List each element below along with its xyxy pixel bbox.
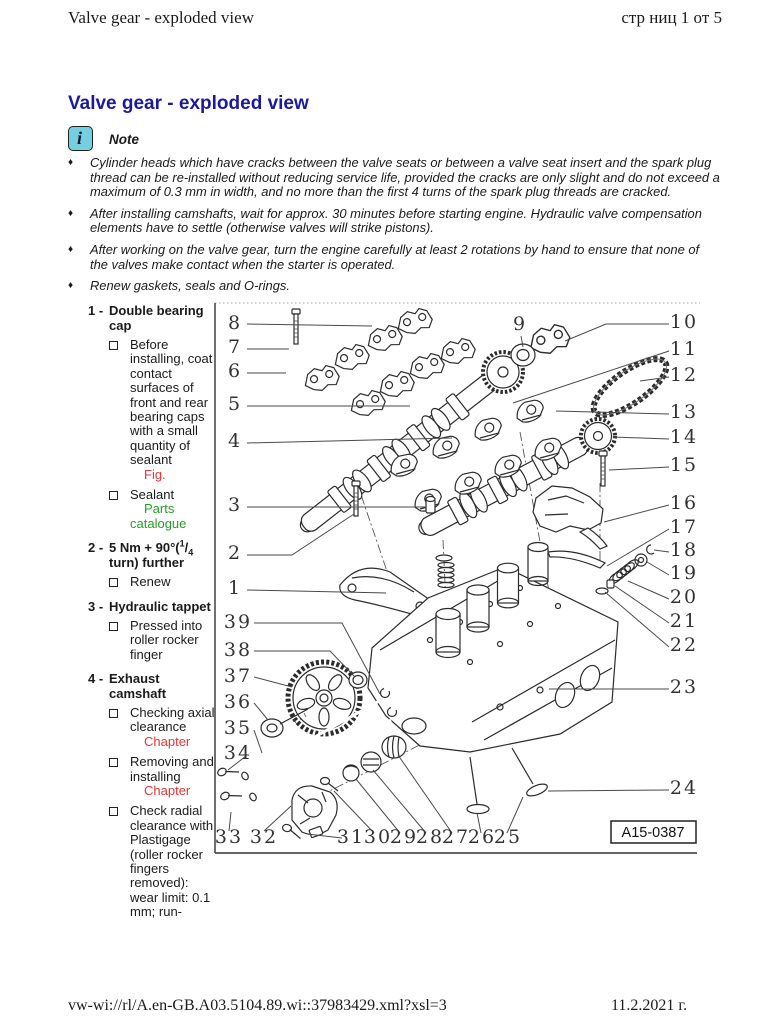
document-source-path: vw-wi://rl/A.en-GB.A03.5104.89.wi::37983429.xml?xsl=3: [68, 997, 447, 1014]
callout-number: 17: [669, 516, 699, 538]
parts-list: [88, 303, 220, 929]
camshaft-seal: [511, 344, 535, 366]
leader-line: [254, 677, 292, 687]
leader-line: [628, 581, 669, 599]
callout-number: 35: [223, 717, 253, 739]
callout-number: 5: [227, 393, 243, 415]
callout-number: 3: [227, 494, 243, 516]
bullet-diamond-icon: ♦: [68, 157, 74, 168]
part-sub-item: [88, 706, 220, 749]
shaft-bolt: [216, 762, 239, 781]
callout-number: 2: [227, 542, 243, 564]
bullet-diamond-icon: ♦: [68, 207, 74, 219]
leader-line: [654, 550, 669, 552]
hydraulic-tappet: [426, 497, 435, 514]
note-bullet-text: Cylinder heads which have cracks between the valve seats or between a valve seat insert and the spark plug thread can be re-installed without reducing service life, provided the cracks are only slight and do not exceed a maximum of 0.3 mm in width, and no more than the first 4 turns of the spark plug threads are cracked.: [90, 155, 720, 200]
part-sub-text: Before installing, coat contact surfaces of front and rear bearing caps with a small quantity of sealant: [130, 337, 213, 468]
leader-line: [604, 505, 669, 522]
note-bullet-text: After working on the valve gear, turn the engine carefully at least 2 rotations by hand to ensure that none of the valves make contact when the starter is operated.: [90, 241, 700, 272]
part-sub-text: Check radial clearance with Plastigage (roller rocker fingers removed): wear limit: 0.1 mm; run-: [130, 803, 214, 920]
part-number: 3 -: [88, 598, 104, 614]
shaft-small-parts: [321, 736, 407, 791]
part-sub-item: [88, 488, 220, 531]
page-counter: стр ниц 1 от 5: [621, 8, 722, 27]
callout-number: 32: [249, 826, 279, 848]
note-bullet-text: After installing camshafts, wait for approx. 30 minutes before starting engine. Hydraulic valve compensation elements have to settle (otherwise valves will strike pistons).: [90, 205, 702, 236]
callout-number: 15: [669, 454, 699, 476]
figure-frame: [215, 303, 700, 853]
callout-number: 4: [227, 430, 243, 452]
figure-code: A15-0387: [621, 825, 685, 841]
chapter-link[interactable]: Chapter: [144, 733, 191, 749]
tensioner-bolt: [599, 451, 607, 486]
tensioner-rail: [548, 551, 605, 568]
part-number: 2 -: [88, 540, 104, 556]
leader-line: [548, 790, 669, 791]
callout-number: 10: [669, 311, 699, 333]
part-title: 3 - Hydraulic tappet: [88, 598, 211, 614]
part-title: 1 - Double bearing cap: [88, 303, 204, 333]
callout-number: 20: [669, 586, 699, 608]
part-title: 2 - 5 $Nm + 90^\circ(^1/_4$ turn) further: [88, 538, 194, 571]
callout-number: 23: [669, 676, 699, 698]
part-sub-text: Renew: [130, 574, 171, 590]
note-bullet: [68, 279, 720, 294]
parts-catalogue-link[interactable]: Parts catalogue: [130, 501, 187, 531]
square-bullet-icon: [109, 578, 118, 587]
part-number: 1 -: [88, 303, 104, 318]
figure-code-box: [611, 821, 696, 843]
callout-number: 16: [669, 492, 699, 514]
callout-number: 38: [223, 639, 253, 661]
callout-number: 6: [227, 360, 243, 382]
callout-number: 29: [389, 826, 419, 848]
leader-line: [398, 755, 452, 833]
callout-number: 37: [223, 665, 253, 687]
square-bullet-icon: [109, 709, 118, 718]
callout-number: 33: [214, 826, 244, 848]
leader-line: [373, 770, 426, 833]
cap-bolt: [292, 309, 300, 344]
info-icon: [68, 126, 93, 151]
part-sub-text: Removing and installing: [130, 754, 214, 784]
exploded-view-svg: [210, 298, 710, 858]
leader-line: [565, 324, 669, 341]
leader-line: [254, 730, 262, 753]
shaft-bolt: [219, 786, 242, 805]
part-number: 4 -: [88, 670, 104, 686]
callout-number: 1: [227, 577, 243, 599]
camshaft-exhaust-sprocket: [581, 419, 615, 453]
part-sub-item: [88, 804, 220, 919]
callout-number: 11: [669, 338, 699, 360]
leader-line: [647, 562, 669, 575]
cylinder-head: [368, 543, 618, 753]
callout-number: 26: [467, 826, 497, 848]
callout-number: 8: [227, 312, 243, 334]
leader-line: [613, 437, 669, 439]
callout-number: 18: [669, 539, 699, 561]
leader-line: [254, 703, 268, 720]
note-bullet: [68, 243, 720, 272]
callout-number: 30: [363, 826, 393, 848]
part-sub-text: Sealant: [130, 487, 175, 503]
callout-number: 12: [669, 364, 699, 386]
leader-line: [356, 779, 400, 833]
callout-number: 22: [669, 634, 699, 656]
page-title: Valve gear - exploded view: [68, 93, 309, 114]
part-item: [88, 303, 220, 531]
leader-line: [247, 324, 372, 326]
callout-number: 31: [336, 826, 366, 848]
chain-tensioner: [533, 486, 607, 549]
part-sub-item: [88, 575, 220, 589]
part-sub-item: [88, 338, 220, 482]
part-sub-item: [88, 755, 220, 798]
callout-number: 36: [223, 691, 253, 713]
note-bullet-list: [68, 156, 720, 301]
leader-line: [247, 514, 354, 555]
callout-layer: [215, 311, 698, 848]
chapter-link[interactable]: Chapter: [144, 782, 191, 798]
svg-text:i: i: [77, 128, 83, 148]
note-bullet-text: Renew gaskets, seals and O-rings.: [90, 278, 290, 294]
part-item: [88, 599, 220, 662]
square-bullet-icon: [109, 758, 118, 767]
callout-number: 39: [223, 611, 253, 633]
part-title: 4 - Exhaust camshaft: [88, 670, 167, 701]
callout-number: 14: [669, 426, 699, 448]
square-bullet-icon: [109, 622, 118, 631]
leader-line: [615, 586, 669, 623]
part-sub-item: [88, 619, 220, 662]
spacer-ring: [349, 672, 367, 688]
leader-line: [609, 467, 669, 470]
callout-number: 9: [512, 313, 528, 335]
vacuum-pump: [292, 786, 337, 838]
part-item: [88, 540, 220, 589]
callout-number: 27: [441, 826, 471, 848]
callout-number: 34: [223, 742, 253, 764]
callout-number: 7: [227, 336, 243, 358]
info-icon-glyph: [69, 127, 91, 149]
note-bullet: [68, 156, 720, 200]
bullet-diamond-icon: ♦: [68, 280, 74, 292]
bullet-diamond-icon: ♦: [68, 243, 74, 255]
square-bullet-icon: [109, 341, 118, 350]
callout-number: 21: [669, 610, 699, 632]
exploded-view-figure: [210, 298, 710, 858]
callout-number: 24: [669, 777, 699, 799]
valve-spring-set: [596, 545, 654, 594]
part-item: [88, 671, 220, 920]
note-bullet: [68, 207, 720, 236]
square-bullet-icon: [109, 807, 118, 816]
callout-number: 25: [493, 826, 523, 848]
note-label: Note: [109, 132, 139, 147]
square-bullet-icon: [109, 491, 118, 500]
camshaft-toothed-wheel: [288, 662, 360, 734]
chapter-link[interactable]: Fig.: [144, 466, 166, 482]
print-date: 11.2.2021 г.: [611, 997, 688, 1014]
valves: [467, 748, 549, 814]
callout-number: 19: [669, 562, 699, 584]
callout-number: 28: [415, 826, 445, 848]
part-sub-text: Checking axial clearance: [130, 704, 215, 735]
callout-number: 13: [669, 401, 699, 423]
window-header-title: Valve gear - exploded view: [68, 8, 254, 27]
part-sub-text: Pressed into roller rocker finger: [130, 617, 203, 662]
